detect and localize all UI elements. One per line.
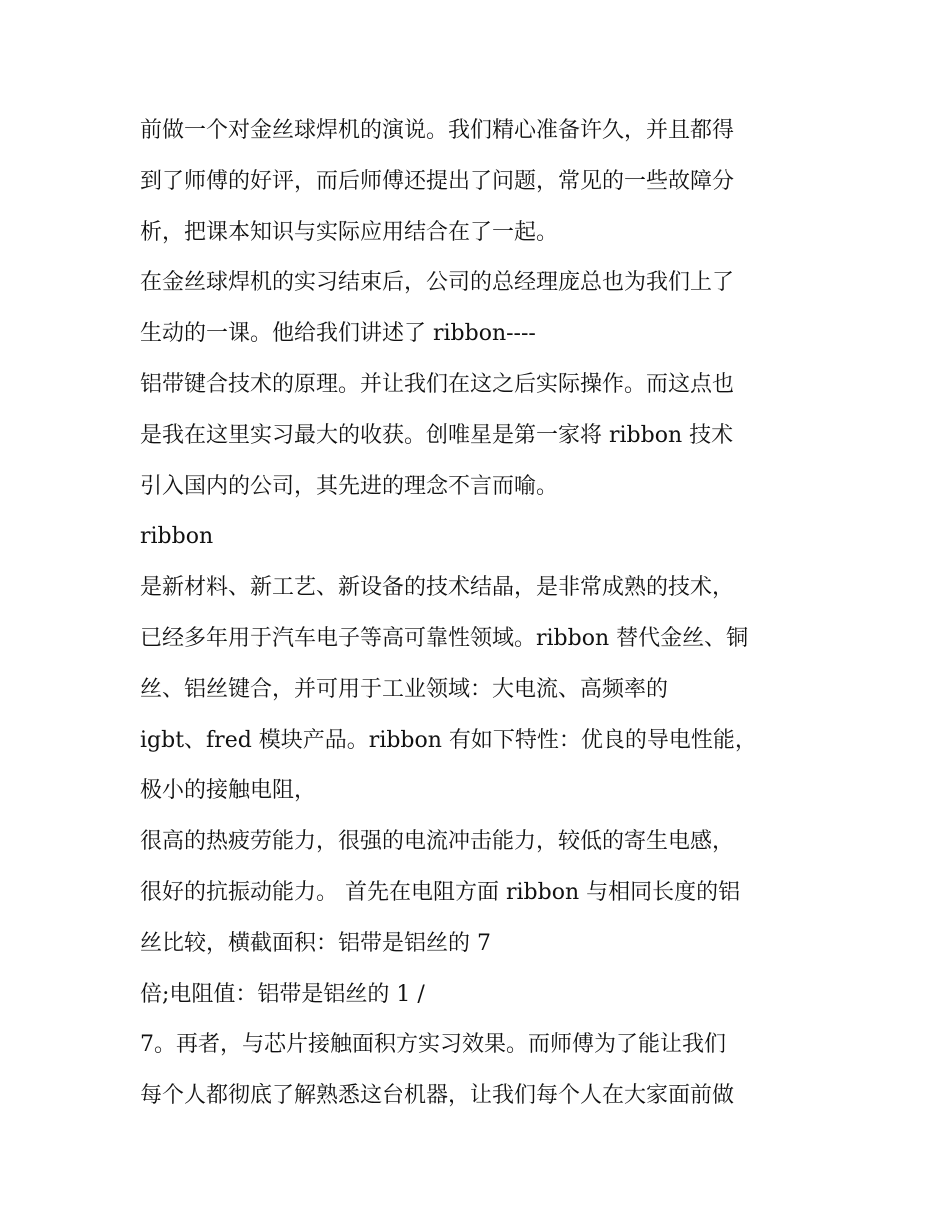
text-line: igbt、fred 模块产品。ribbon 有如下特性：优良的导电性能， (140, 727, 757, 753)
text-line: 是我在这里实习最大的收获。创唯星是第一家将 ribbon 技术 (140, 422, 734, 448)
text-line: 丝比较，横截面积：铝带是铝丝的 7 (140, 930, 491, 956)
text-line: 生动的一课。他给我们讲述了 ribbon---- (140, 321, 536, 347)
text-line: ribbon (140, 524, 214, 550)
text-line: 很好的抗振动能力。 首先在电阻方面 ribbon 与相同长度的铝 (140, 879, 741, 905)
text-line: 铝带键合技术的原理。并让我们在这之后实际操作。而这点也 (140, 371, 735, 397)
text-line: 极小的接触电阻， (140, 778, 317, 804)
text-line: 到了师傅的好评，而后师傅还提出了问题，常见的一些故障分 (140, 168, 735, 194)
text-line: 析，把课本知识与实际应用结合在了一起。 (140, 219, 559, 245)
text-line: 每个人都彻底了解熟悉这台机器，让我们每个人在大家面前做 (140, 1083, 735, 1109)
text-line: 7。再者，与芯片接触面积方实习效果。而师傅为了能让我们 (140, 1032, 726, 1058)
text-line: 倍;电阻值：铝带是铝丝的 1 / (140, 981, 425, 1007)
text-line: 在金丝球焊机的实习结束后，公司的总经理庞总也为我们上了 (140, 270, 735, 296)
text-line: 是新材料、新工艺、新设备的技术结晶，是非常成熟的技术， (140, 575, 735, 601)
text-line: 引入国内的公司，其先进的理念不言而喻。 (140, 473, 559, 499)
text-line: 前做一个对金丝球焊机的演说。我们精心准备许久，并且都得 (140, 118, 735, 143)
text-line: 丝、铝丝键合，并可用于工业领域：大电流、高频率的 (140, 676, 669, 702)
body-text (140, 106, 830, 1122)
text-line: 已经多年用于汽车电子等高可靠性领域。ribbon 替代金丝、铜 (140, 625, 749, 651)
text-line: 很高的热疲劳能力，很强的电流冲击能力，较低的寄生电感， (140, 829, 735, 855)
